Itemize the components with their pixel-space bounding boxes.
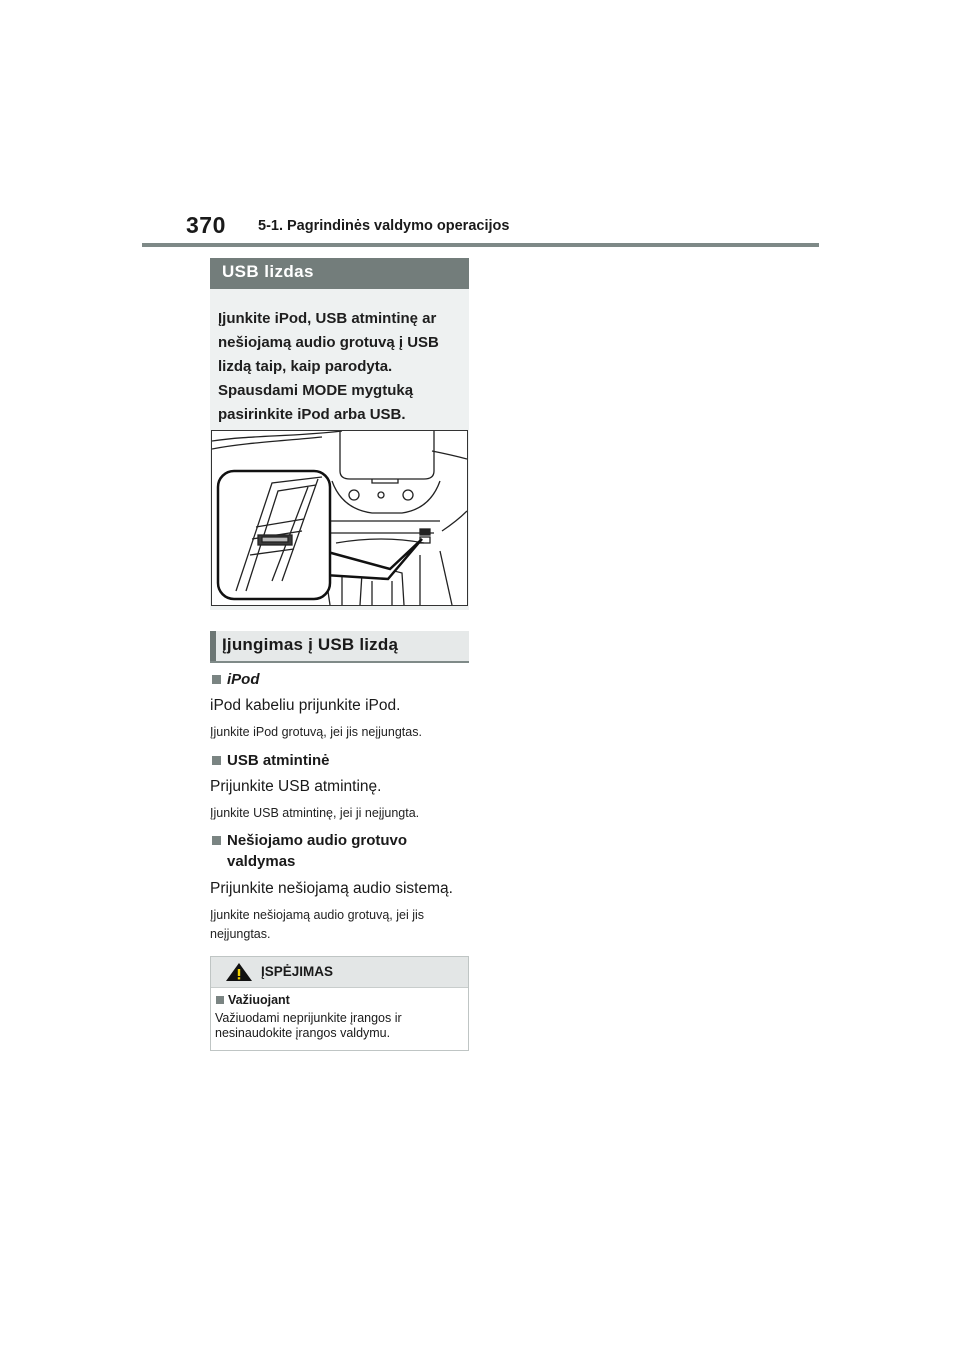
- warning-box: [210, 956, 469, 1051]
- item-title: Nešiojamo audio grotuvo valdymas: [210, 830, 470, 872]
- item-note: Įjunkite iPod grotuvą, jei jis neįjungtas.: [210, 725, 422, 739]
- item-ipod: [210, 669, 470, 742]
- square-bullet-icon: [212, 756, 221, 765]
- page-number: 370: [186, 212, 226, 238]
- item-note: Įjunkite USB atmintinę, jei ji neįjungta.: [210, 806, 420, 820]
- warning-text: Važiuodami neprijunkite įrangos ir nesinaudokite įrangos valdymu.: [215, 1011, 402, 1040]
- square-bullet-icon: [212, 836, 221, 845]
- item-title: iPod: [210, 669, 470, 690]
- section-title: 5-1. Pagrindinės valdymo operacijos: [258, 218, 510, 234]
- square-bullet-icon: [212, 675, 221, 684]
- warning-triangle-icon: [225, 962, 253, 982]
- warning-body: [211, 988, 468, 1041]
- usb-box-instructions: Įjunkite iPod, USB atmintinę ar nešiojamą audio grotuvą į USB lizdą taip, kaip parodyta. Spausdami MODE mygtuką pasirinkite iPod arba USB.: [218, 310, 439, 423]
- connecting-heading-text: Įjungimas į USB lizdą: [222, 635, 399, 654]
- usb-socket-box: [210, 258, 469, 610]
- item-title: USB atmintinė: [210, 750, 470, 771]
- console-drawing: [212, 431, 467, 605]
- item-usb: [210, 750, 470, 823]
- warning-header: [211, 957, 468, 988]
- warning-subtitle: Važiuojant: [215, 992, 464, 1009]
- usb-box-title: USB lizdas: [210, 258, 469, 289]
- header-rule: [142, 243, 819, 247]
- usb-socket-illustration: [211, 430, 468, 606]
- item-body: Prijunkite nešiojamą audio sistemą.: [210, 880, 453, 897]
- warning-label: ĮSPĖJIMAS: [261, 964, 334, 979]
- heading-accent: [210, 631, 216, 661]
- item-body: iPod kabeliu prijunkite iPod.: [210, 697, 401, 714]
- item-note: Įjunkite nešiojamą audio grotuvą, jei jis neįjungtas.: [210, 908, 425, 941]
- item-portable-player: [210, 830, 470, 944]
- item-body: Prijunkite USB atmintinę.: [210, 778, 382, 795]
- connecting-heading: [210, 631, 469, 663]
- square-bullet-icon: [216, 996, 224, 1004]
